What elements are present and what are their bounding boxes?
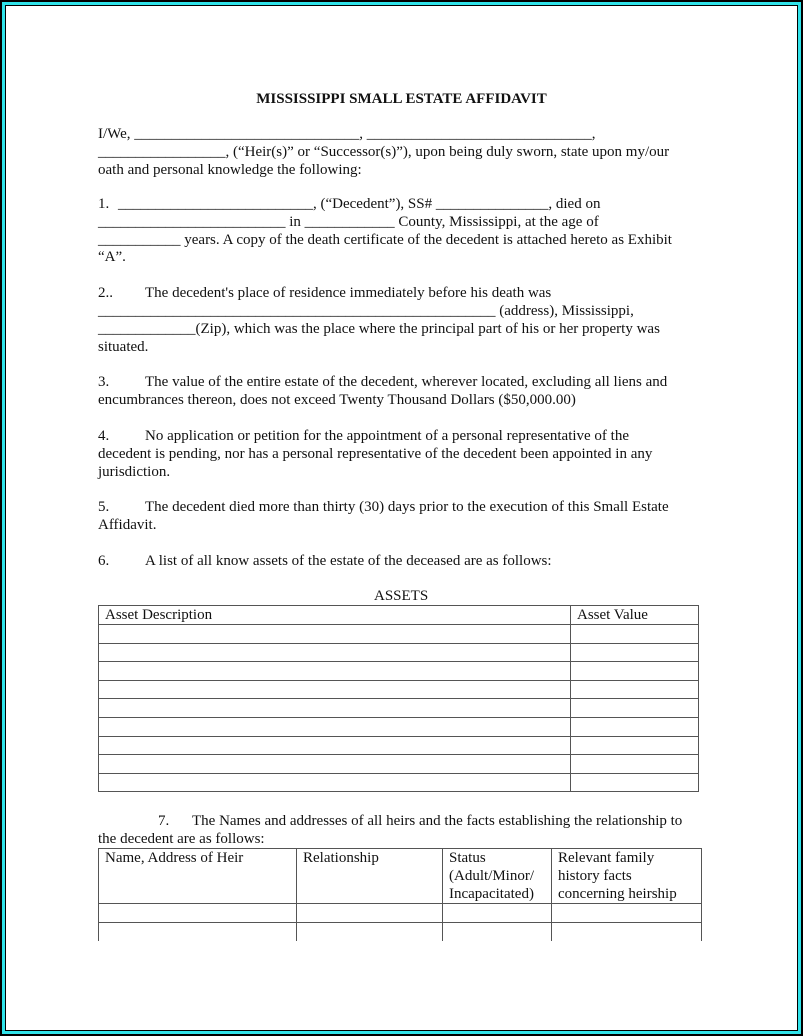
asset-value-cell[interactable] xyxy=(571,643,699,662)
item-3-first: The value of the entire estate of the decedent, wherever located, excluding all liens and xyxy=(145,374,668,390)
heir-relationship-cell[interactable] xyxy=(297,904,443,923)
asset-description-cell[interactable] xyxy=(99,625,571,644)
asset-description-cell[interactable] xyxy=(99,680,571,699)
heirs-header-row xyxy=(99,849,702,904)
item-7-first: The Names and addresses of all heirs and the facts establishing the relationship to xyxy=(192,813,683,829)
table-row xyxy=(99,755,699,774)
item-5-first: The decedent died more than thirty (30) days prior to the execution of this Small Estate xyxy=(145,499,669,515)
intro-line-3: oath and personal knowledge the following: xyxy=(98,162,362,178)
header-relationship: Relationship xyxy=(297,849,443,904)
assets-table xyxy=(98,605,699,792)
heir-name-cell[interactable] xyxy=(99,923,297,942)
header-status: Status (Adult/Minor/ Incapacitated) xyxy=(443,849,552,904)
item-2-line-3: _____________(Zip), which was the place where the principal part of his or her property was xyxy=(98,321,660,337)
asset-description-cell[interactable] xyxy=(99,699,571,718)
header-asset-value: Asset Value xyxy=(571,606,699,625)
item-1-line-1: __________________________, (“Decedent”), SS# _______________, died on xyxy=(118,196,601,212)
asset-value-cell[interactable] xyxy=(571,755,699,774)
table-row xyxy=(99,736,699,755)
asset-description-cell[interactable] xyxy=(99,717,571,736)
asset-description-cell[interactable] xyxy=(99,755,571,774)
assets-header-row xyxy=(99,606,699,625)
heir-status-cell[interactable] xyxy=(443,904,552,923)
item-4-first: No application or petition for the appointment of a personal representative of the xyxy=(145,428,630,444)
asset-description-cell[interactable] xyxy=(99,643,571,662)
table-row xyxy=(99,773,699,792)
item-3-line-2: encumbrances thereon, does not exceed Twenty Thousand Dollars ($50,000.00) xyxy=(98,392,576,408)
item-3-number: 3. xyxy=(98,374,110,390)
asset-value-cell[interactable] xyxy=(571,625,699,644)
item-7-line-2: the decedent are as follows: xyxy=(98,831,265,847)
asset-description-cell[interactable] xyxy=(99,736,571,755)
assets-caption: ASSETS xyxy=(374,588,429,604)
heir-history-cell[interactable] xyxy=(552,923,702,942)
heir-relationship-cell[interactable] xyxy=(297,923,443,942)
item-6-number: 6. xyxy=(98,553,110,569)
table-row xyxy=(99,680,699,699)
asset-value-cell[interactable] xyxy=(571,736,699,755)
asset-value-cell[interactable] xyxy=(571,717,699,736)
table-row xyxy=(99,904,702,923)
heir-name-cell[interactable] xyxy=(99,904,297,923)
item-7-number: 7. xyxy=(158,813,170,829)
asset-value-cell[interactable] xyxy=(571,680,699,699)
item-1-number: 1. xyxy=(98,196,110,212)
item-2-first: The decedent's place of residence immediately before his death was xyxy=(145,285,552,301)
item-5-number: 5. xyxy=(98,499,110,515)
item-1-line-3: ___________ years. A copy of the death certificate of the decedent is attached hereto as Exhibit xyxy=(98,232,672,248)
header-name-address: Name, Address of Heir xyxy=(99,849,297,904)
heir-status-cell[interactable] xyxy=(443,923,552,942)
item-1-line-4: “A”. xyxy=(98,249,126,265)
item-6-first: A list of all know assets of the estate of the deceased are as follows: xyxy=(145,553,552,569)
document-title: MISSISSIPPI SMALL ESTATE AFFIDAVIT xyxy=(256,91,547,107)
asset-description-cell[interactable] xyxy=(99,662,571,681)
header-family-history: Relevant family history facts concerning heirship xyxy=(552,849,702,904)
header-asset-description: Asset Description xyxy=(99,606,571,625)
asset-value-cell[interactable] xyxy=(571,773,699,792)
intro-line-1: I/We, ______________________________, ______________________________, xyxy=(98,126,596,142)
table-row xyxy=(99,699,699,718)
table-row xyxy=(99,662,699,681)
item-4-number: 4. xyxy=(98,428,110,444)
item-5-line-2: Affidavit. xyxy=(98,517,157,533)
asset-description-cell[interactable] xyxy=(99,773,571,792)
heirs-table xyxy=(98,848,702,941)
item-2-number: 2.. xyxy=(98,285,113,301)
item-4-line-2: decedent is pending, nor has a personal representative of the decedent been appointed in any xyxy=(98,446,653,462)
intro-line-2: _________________, (“Heir(s)” or “Successor(s)”), upon being duly sworn, state upon my/our xyxy=(98,144,670,160)
table-row xyxy=(99,923,702,942)
asset-value-cell[interactable] xyxy=(571,662,699,681)
table-row xyxy=(99,625,699,644)
heir-history-cell[interactable] xyxy=(552,904,702,923)
asset-value-cell[interactable] xyxy=(571,699,699,718)
table-row xyxy=(99,717,699,736)
item-1-line-2: _________________________ in ____________ County, Mississippi, at the age of xyxy=(98,214,599,230)
item-2-line-4: situated. xyxy=(98,339,149,355)
item-2-line-2: _____________________________________________________ (address), Mississippi, xyxy=(98,303,634,319)
item-4-line-3: jurisdiction. xyxy=(98,464,171,480)
table-row xyxy=(99,643,699,662)
